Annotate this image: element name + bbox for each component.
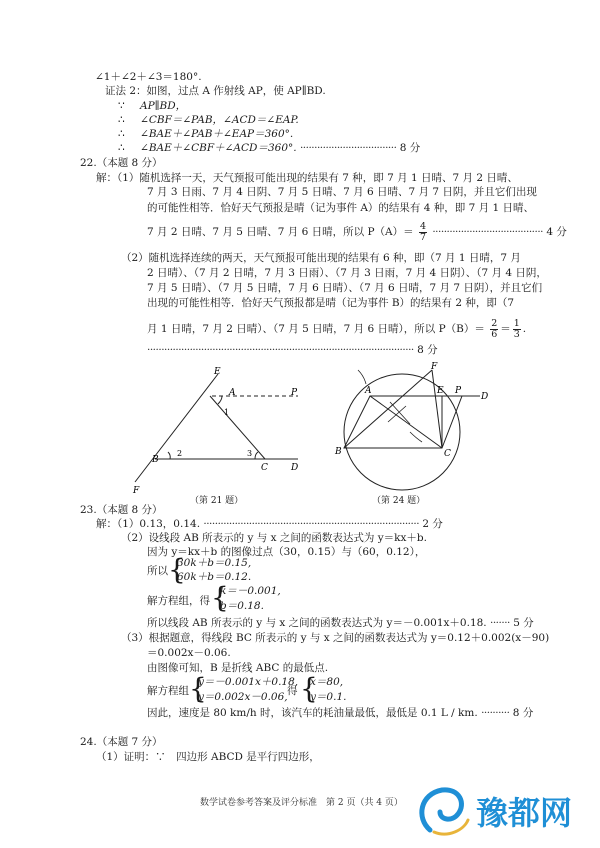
score: 5 分 [513,617,534,629]
step4-text: ∠BAE＋∠CBF＋∠ACD＝360°. [140,142,297,154]
system1-eq1: 30k＋b＝0.15, [177,557,252,569]
label-E: E [214,367,221,377]
q23-a2-line2: 因为 y＝kx＋b 的图像过点（30，0.15）与（60，0.12）， [147,546,426,558]
q22-p2-score-line [147,343,438,357]
label-C: C [444,449,451,459]
logo-text: 豫都网 [476,794,573,832]
because-line [118,99,186,113]
brace-system-4: { [300,672,318,705]
label-3: 3 [247,449,253,458]
therefore-symbol: ∴ [118,114,125,126]
because-symbol: ∵ [118,100,125,112]
period: . [522,323,527,335]
step3-text: ∠BAE＋∠PAB＋∠EAP＝360°. [140,128,294,140]
label-F: F [133,486,140,496]
q23-a2-line1: （2）设线段 AB 所表示的 y 与 x 之间的函数表达式为 y＝kx＋b. [121,532,427,544]
score: 2 分 [422,518,443,530]
system3-eq1: y＝－0.001x＋0.18, [198,676,299,688]
q24-header: 24.（本题 7 分） [80,736,163,748]
system4-eq2: y＝0.1. [310,691,347,703]
equals-sign: ＝ [500,323,511,335]
q23-a3-line1: （3）根据题意，得线段 BC 所表示的 y 与 x 之间的函数表达式为 y＝0.12＋0.002(x－90) [121,632,550,644]
line-FC [432,370,442,448]
numerator: 4 [419,220,426,232]
score: 8 分 [512,707,534,719]
fraction-2-6 [490,319,498,340]
figure-24 [330,362,500,512]
q23-a2-line4-label: 解方程组，得 [147,595,210,607]
q23-a3-line2: ＝0.002x－0.06. [147,647,231,659]
score: 8 分 [399,142,421,154]
brace-system-1: { [168,553,186,586]
numerator: 2 [491,317,498,329]
leader-dots: ······························································································ [147,344,414,356]
step1-text: AP∥BD， [140,100,187,112]
score: 8 分 [417,344,438,356]
q23-a2-line5-text: 所以线段 AB 所表示的 y 与 x 之间的函数表达式为 y＝－0.001x＋0.18. [147,617,487,629]
therefore-line-3 [118,141,420,155]
label-A: A [365,386,372,396]
therefore-symbol: ∴ [118,142,125,154]
q22-p2-line5-text: 月 1 日晴，7 月 2 日晴）、（7 月 5 日晴，7 月 6 日晴），所以 P（B）＝ [147,323,485,335]
numerator: 1 [513,317,520,329]
therefore-line-1 [118,113,299,127]
label-E: E [437,386,444,396]
label-D: D [291,463,299,473]
label-D: D [481,392,489,402]
figure-21-caption: （第 21 题） [190,496,244,506]
system1-eq2: 60k＋b＝0.12. [177,571,252,583]
q23-a2-line5 [147,616,534,630]
line-AC [370,396,442,448]
page-footer: 数学试卷参考答案及评分标准 第 2 页（共 4 页） [200,798,403,808]
brace-system-2: { [211,581,229,614]
arc-construct-3 [358,370,366,384]
therefore-line-2 [118,127,293,141]
q23-a3-line3: 由图像可知，B 是折线 ABC 的最低点. [147,662,329,674]
system4-eq1: x＝80, [310,676,344,688]
angle-mark-2 [168,452,170,459]
line-EF [135,374,218,482]
score: 4 分 [546,226,567,238]
leader-dots: ············································································ [203,518,420,530]
q22-p2-line3: 7 月 5 日晴）、（7 月 5 日晴，7 月 6 日晴）、（7 月 6 日晴，7 月 7 日阴），并且它们 [147,282,543,294]
watermark-logo [412,780,592,840]
system3-eq2: y＝0.002x－0.06, [198,691,288,703]
angle-mark-1 [218,396,222,404]
q22-p1-line4 [147,220,567,244]
figure-24-caption: （第 24 题） [372,496,426,506]
q23-a1-text: 解：（1）0.13，0.14. [96,518,201,530]
denominator: 6 [491,328,498,340]
label-1: 1 [224,408,230,417]
label-C: C [261,463,268,473]
method2-intro: 证法 2：如图，过点 A 作射线 AP，使 AP∥BD. [105,85,326,97]
q22-p1-line1: 解：（1）随机选择一天，天气预报可能出现的结果有 7 种，即 7 月 1 日晴、7 月 2 日晴、 [96,172,518,184]
q22-p1-line3: 的可能性相等．恰好天气预报是晴（记为事件 A）的结果有 4 种，即 7 月 1 日晴、 [147,202,534,214]
q24-a1: （1）证明：∵ 四边形 ABCD 是平行四边形， [96,751,320,763]
therefore-symbol: ∴ [118,128,125,140]
leader-dots: ······································· [432,226,544,238]
q23-a1 [96,517,443,531]
label-B: B [152,455,159,465]
system2-eq1: k＝－0.001, [220,585,281,597]
logo-swirl-icon [422,790,462,830]
angle-sum-line: ∠1＋∠2＋∠3＝180°. [95,71,202,83]
fraction-4-7 [419,222,427,243]
label-A: A [229,388,236,398]
leader-dots: ······· [490,617,510,629]
denominator: 3 [513,328,520,340]
label-2: 2 [177,449,183,458]
system2-eq2: b＝0.18. [220,600,264,612]
q23-a3-line4-mid: 得 [287,685,298,697]
label-P: P [291,388,298,398]
step2-text: ∠CBF＝∠PAB，∠ACD＝∠EAP. [140,114,299,126]
q22-p1-line4-text: 7 月 2 日晴、7 月 5 日晴、7 月 6 日晴，所以 P（A）＝ [147,226,414,238]
logo-accent-icon [434,820,468,834]
line-AC [210,396,265,459]
fraction-1-3 [513,319,521,340]
q22-p2-line2: 2 日晴）、（7 月 2 日晴，7 月 3 日雨）、（7 月 3 日雨，7 月 4 日阴）、（7 月 4 日阴， [147,267,547,279]
q22-p2-line4: 出现的可能性相等．恰好天气预报都是晴（记为事件 B）的结果有 2 种，即（7 [147,297,515,309]
q23-header: 23.（本题 8 分） [80,504,163,516]
leader-dots: ·································· [299,142,397,154]
angle-mark-3 [255,452,258,459]
brace-system-3: { [189,672,207,705]
figure-21 [130,362,320,512]
q22-p2-line5 [147,317,526,341]
q22-header: 22.（本题 8 分） [80,157,163,169]
q22-p1-line2: 7 月 3 日雨、7 月 4 日阴、7 月 5 日晴、7 月 6 日晴、7 月 7 日阴，并且它们出现 [147,186,537,198]
parallelogram-ABCD [344,396,462,448]
label-B: B [335,447,342,457]
label-P: P [455,386,462,396]
q22-p2-line1: （2）随机选择连续的两天，天气预报可能出现的结果有 6 种，即（7 月 1 日晴，7 月 [121,252,521,264]
q23-a2-line3-label: 所以 [147,565,168,577]
denominator: 7 [419,231,426,243]
q23-a3-line5 [147,706,533,720]
label-F: F [431,362,438,372]
q23-a3-line4-label: 解方程组 [147,685,189,697]
q23-a3-line5-text: 因此，速度是 80 km/h 时，该汽车的耗油量最低，最低是 0.1 L / km. [147,707,478,719]
leader-dots: ·········· [481,707,510,719]
arc-construct-4 [410,432,422,442]
